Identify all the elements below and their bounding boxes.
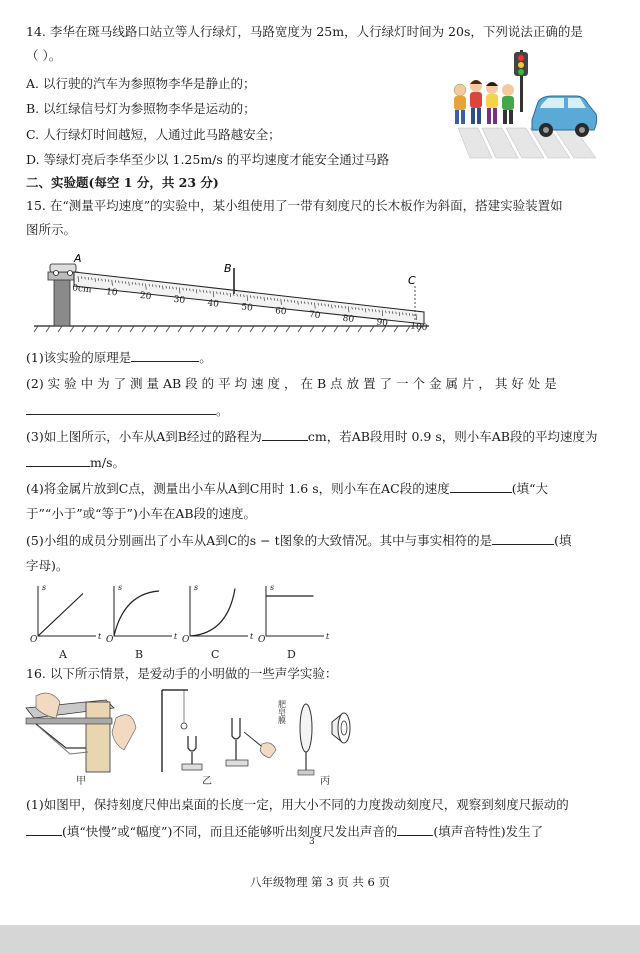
viewer-bottom-bar — [0, 925, 640, 954]
point-a-label: A — [74, 252, 82, 265]
ruler-label: 90 — [375, 317, 389, 329]
q14-stem: 14. 李华在斑马线路口站立等人行绿灯，马路宽度为 25m，人行绿灯时间为 20s，下列说法正确的是 — [26, 24, 583, 39]
q15-p1 — [26, 349, 212, 366]
graph-origin: O — [182, 635, 190, 645]
st-graph-B — [106, 583, 178, 661]
graph-letter: B — [135, 648, 144, 661]
soap-film-speaker-drawing — [278, 700, 351, 775]
q16-p1-line2 — [26, 823, 543, 840]
graph-letter: A — [59, 648, 67, 661]
graph-axis-t: t — [174, 632, 178, 641]
q15-stem-line2: 图所示。 — [26, 222, 77, 237]
graph-axes — [266, 586, 324, 636]
crosswalk-illustration — [448, 50, 598, 160]
q16-p1-blank-1[interactable] — [26, 823, 62, 836]
q15-p1-text: (1)该实验的原理是 — [26, 350, 132, 365]
q16-p1-text-b: (填声音特性)发生了 — [433, 824, 544, 839]
ruler-label: 100 — [409, 321, 428, 334]
q16-stem: 16. 以下所示情景，是爱动手的小明做的一些声学实验： — [26, 666, 338, 681]
q15-p4-line1 — [26, 480, 548, 497]
q15-p4-line2: 于”“小于”或“等于”)小车在AB段的速度。 — [26, 506, 257, 521]
q15-p1-blank[interactable] — [131, 349, 199, 362]
q14-answer-paren: （ ）。 — [26, 48, 62, 63]
q15-p5-line1 — [26, 532, 572, 549]
st-graphs — [30, 580, 330, 662]
ruler-label: 60 — [274, 306, 287, 318]
q15-p5-blank[interactable] — [492, 532, 554, 545]
q15-p3-line2 — [26, 454, 125, 471]
q15-p4-text-a: (4)将金属片放到C点，测量出小车从A到C用时 1.6 s，则小车在AC段的速度 — [26, 481, 450, 496]
ruler-label: 50 — [240, 302, 254, 314]
q16-p1-text-a: (填“快慢”或“幅度”)不同，而且还能够听出刻度尺发出声音的 — [62, 824, 398, 839]
ruler-label: 30 — [173, 294, 186, 306]
graph-curve — [114, 591, 159, 636]
ruler-label: 40 — [206, 298, 220, 310]
graph-curve — [38, 594, 83, 637]
q15-p3-unit: m/s。 — [90, 455, 125, 470]
graph-origin: O — [30, 635, 38, 645]
section-title: 二、实验题(每空 1 分，共 23 分) — [26, 175, 219, 190]
st-graph-C — [182, 583, 254, 661]
graph-axis-s: s — [118, 583, 123, 592]
tuning-fork-drawing — [162, 690, 276, 772]
q15-p2-end: 。 — [216, 403, 229, 418]
membrane-label: 肥皂膜 — [277, 700, 287, 724]
q15-p2-line2 — [26, 402, 229, 419]
q15-p4-text-b: (填“大 — [511, 481, 548, 496]
ruler-label: 10 — [105, 287, 118, 299]
q15-p2-line1: (2) 实 验 中 为 了 测 量 AB 段 的 平 均 速 度 ， 在 B 点 放 置 了 一 个 金 属 片 ， 其 好 处 是 — [26, 376, 557, 391]
figure-label-jia: 甲 — [76, 776, 86, 787]
graph-axis-t: t — [250, 632, 254, 641]
ruler-on-table-drawing — [26, 693, 136, 772]
incline-apparatus-figure — [34, 250, 434, 335]
ruler-label: 70 — [308, 309, 321, 322]
figure-label-yi: 乙 — [202, 776, 212, 787]
figure-label-bing: 丙 — [320, 776, 330, 787]
graph-letter: D — [287, 648, 296, 661]
graph-axis-s: s — [194, 583, 199, 592]
graph-axis-s: s — [270, 583, 275, 592]
q15-p5-text-b: (填 — [554, 533, 572, 548]
graph-letter: C — [211, 648, 220, 661]
graph-axis-t: t — [326, 632, 330, 641]
ruler-label: 80 — [342, 313, 355, 325]
page-footer: 八年级物理 第 3 页 共 6 页 — [249, 875, 391, 889]
st-graph-A — [30, 583, 102, 661]
q15-p4-blank[interactable] — [450, 480, 512, 493]
ruler-label: 0cm — [71, 283, 93, 296]
q14-option-a: A. 以行驶的汽车为参照物李华是静止的； — [26, 76, 256, 91]
q16-p1-line1: (1)如图甲，保持刻度尺伸出桌面的长度一定，用大小不同的力度拨动刻度尺，观察到刻度尺振动的 — [26, 797, 569, 812]
q15-p1-end: 。 — [199, 350, 212, 365]
ruler-label: 20 — [139, 290, 152, 303]
graph-axes — [114, 586, 172, 636]
point-b-label: B — [224, 262, 232, 275]
graph-axes — [190, 586, 248, 636]
st-graph-D — [258, 583, 330, 661]
q16-p1-blank-2[interactable] — [397, 823, 433, 836]
q15-p3-line1 — [26, 428, 597, 445]
q15-p3-blank-2[interactable] — [26, 454, 90, 467]
page-number-mark: 3 — [309, 837, 315, 847]
q15-p3-blank-1[interactable] — [262, 428, 308, 441]
q15-stem-line1: 15. 在“测量平均速度”的实验中，某小组使用了一带有刻度尺的长木板作为斜面，搭建实验装置如 — [26, 198, 563, 213]
graph-axis-s: s — [42, 583, 47, 592]
point-c-label: C — [408, 274, 416, 287]
graph-axis-t: t — [98, 632, 102, 641]
q15-p2-blank[interactable] — [26, 402, 216, 415]
q15-p3-text-b: cm，若AB段用时 0.9 s，则小车AB段的平均速度为 — [307, 429, 598, 444]
q14-option-c: C. 人行绿灯时间越短，人通过此马路越安全； — [26, 127, 281, 142]
q14-option-b: B. 以红绿信号灯为参照物李华是运动的； — [26, 101, 256, 116]
q14-option-d: D. 等绿灯亮后李华至少以 1.25m/s 的平均速度才能安全通过马路 — [26, 152, 390, 167]
acoustics-experiments-figure — [26, 688, 366, 788]
graph-origin: O — [258, 635, 266, 645]
q15-p5-text-a: (5)小组的成员分别画出了小车从A到C的s − t图象的大致情况。其中与事实相符的是 — [26, 533, 493, 548]
q15-p5-line2: 字母)。 — [26, 558, 69, 573]
q15-p3-text-a: (3)如上图所示，小车从A到B经过的路程为 — [26, 429, 262, 444]
graph-origin: O — [106, 635, 114, 645]
graph-curve — [190, 589, 235, 637]
